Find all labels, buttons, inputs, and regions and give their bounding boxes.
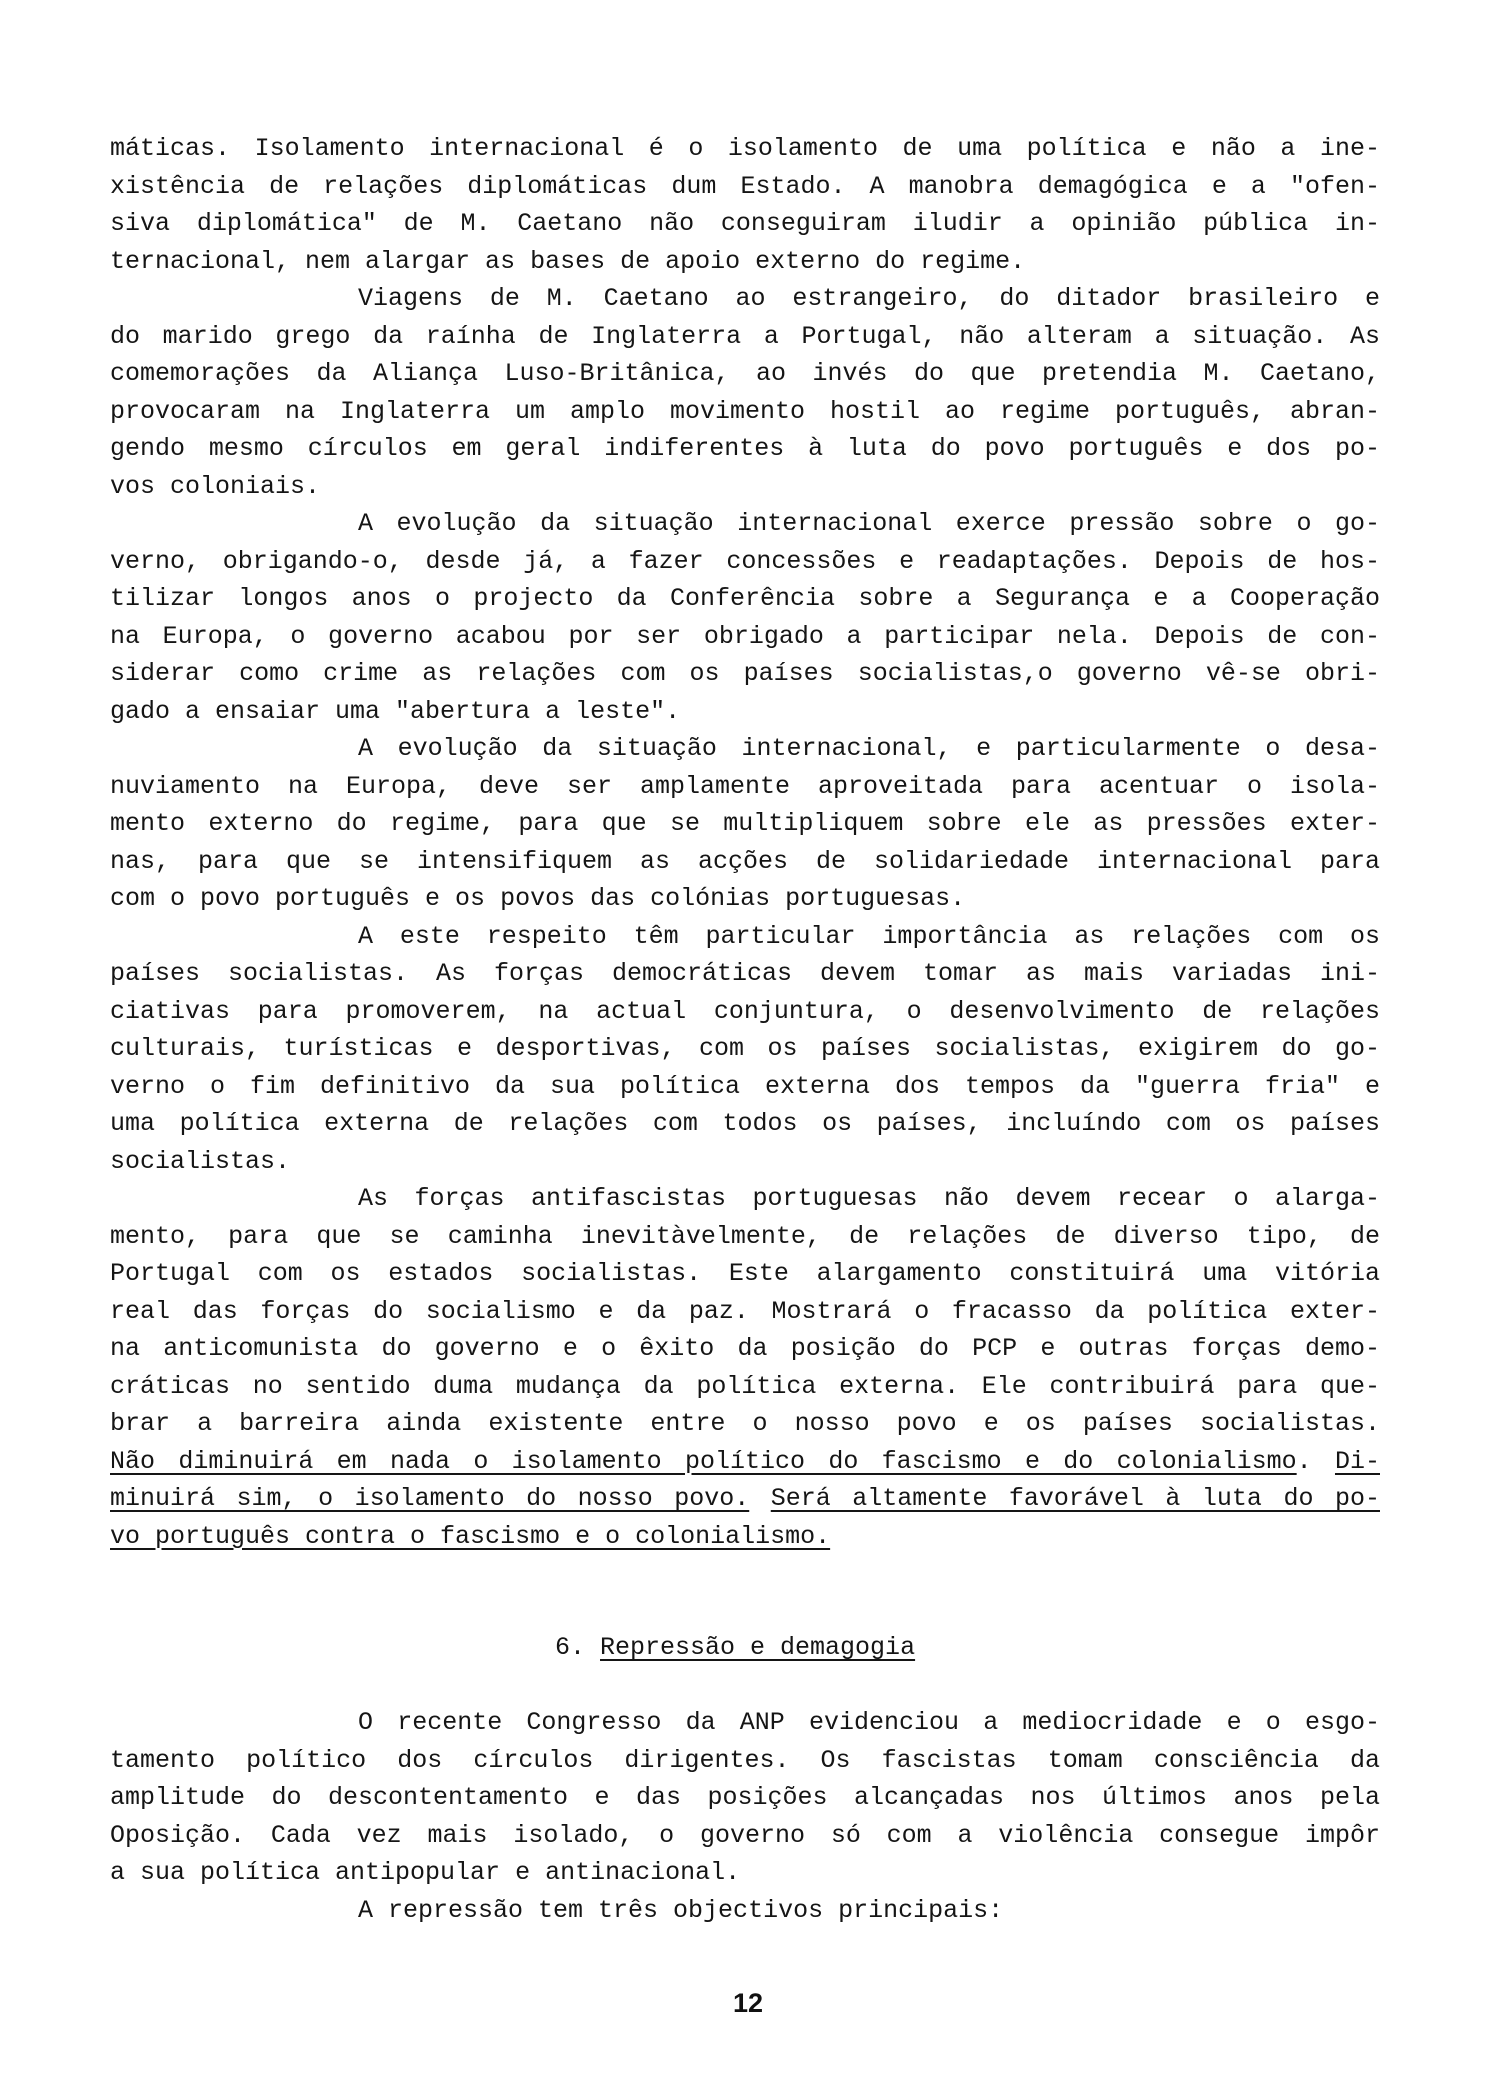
underlined-text: Será altamente favorável à luta do po- (770, 1484, 1380, 1513)
text-line: A este respeito têm particular importância as relações com os (358, 921, 1380, 951)
text-line: tilizar longos anos o projecto da Conferência sobre a Segurança e a Cooperação (110, 584, 1380, 613)
text-line (110, 1443, 1380, 1481)
text-line: verno, obrigando-o, desde já, a fazer concessões e readaptações. Depois de hos- (110, 546, 1380, 576)
text-line: real das forças do socialismo e da paz. Mostrará o fracasso da política exter- (110, 1296, 1380, 1326)
paragraph (110, 130, 1380, 280)
paragraph (110, 730, 1380, 918)
text-section (110, 130, 1380, 1555)
text-line: na Europa, o governo acabou por ser obrigado a participar nela. Depois de con- (110, 621, 1380, 651)
underlined-text: minuirá sim, o isolamento do nosso povo. (110, 1484, 750, 1513)
paragraph (110, 918, 1380, 1181)
section-title: Repressão e demagogia (600, 1633, 916, 1662)
underlined-text: Di- (1334, 1446, 1380, 1476)
text-line: culturais, turísticas e desportivas, com os países socialistas, exigirem do go- (110, 1034, 1380, 1063)
text-line: verno o fim definitivo da sua política externa dos tempos da "guerra fria" e (110, 1071, 1380, 1101)
text-line: A evolução da situação internacional, e particularmente o desa- (358, 734, 1380, 763)
text-line: a sua política antipopular e antinacional. (110, 1858, 741, 1887)
text-line: vos coloniais. (110, 471, 321, 501)
text-segment (749, 1484, 771, 1513)
text-line: ternacional, nem alargar as bases de apoio externo do regime. (110, 246, 1026, 276)
text-line: A repressão tem três objectivos principais: (358, 1895, 1004, 1925)
text-line: amplitude do descontentamento e das posições alcançadas nos últimos anos pela (110, 1783, 1380, 1812)
text-line: máticas. Isolamento internacional é o isolamento de uma política e não a ine- (110, 134, 1380, 163)
text-line: O recente Congresso da ANP evidenciou a mediocridade e o esgo- (358, 1708, 1380, 1737)
text-line: nas, para que se intensifiquem as acções de solidariedade internacional para (110, 846, 1380, 876)
paragraph (110, 280, 1380, 505)
underlined-text: vo português contra o fascismo e o colonialismo. (110, 1521, 831, 1551)
text-line: socialistas. (110, 1146, 291, 1176)
text-line: comemorações da Aliança Luso-Britânica, ao invés do que pretendia M. Caetano, (110, 359, 1380, 388)
text-line: nuviamento na Europa, deve ser amplamente aproveitada para acentuar o isola- (110, 771, 1380, 801)
paragraph (110, 1180, 1380, 1555)
text-line: siva diplomática" de M. Caetano não conseguiram iludir a opinião pública in- (110, 209, 1380, 238)
text-line: mento, para que se caminha inevitàvelmente, de relações de diverso tipo, de (110, 1221, 1380, 1251)
text-line: países socialistas. As forças democráticas devem tomar as mais variadas ini- (110, 959, 1380, 988)
text-line: gendo mesmo círculos em geral indiferentes à luta do povo português e dos po- (110, 434, 1380, 463)
section-number: 6. (555, 1633, 586, 1662)
text-line: gado a ensaiar uma "abertura a leste". (110, 696, 681, 726)
text-line (110, 1480, 1380, 1518)
text-line: tamento político dos círculos dirigentes. Os fascistas tomam consciência da (110, 1745, 1380, 1775)
paragraph (110, 505, 1380, 730)
text-line: Portugal com os estados socialistas. Este alargamento constituirá uma vitória (110, 1259, 1380, 1288)
text-line: As forças antifascistas portuguesas não devem recear o alarga- (358, 1184, 1380, 1213)
text-line (110, 1518, 1380, 1556)
paragraph (110, 1892, 1380, 1930)
text-line: cráticas no sentido duma mudança da política externa. Ele contribuirá para que- (110, 1371, 1380, 1401)
text-line: provocaram na Inglaterra um amplo movimento hostil ao regime português, abran- (110, 396, 1380, 426)
text-line: do marido grego da raínha de Inglaterra a Portugal, não alteram a situação. As (110, 321, 1380, 351)
text-line: com o povo português e os povos das colónias portuguesas. (110, 884, 966, 913)
paragraph (110, 1704, 1380, 1892)
text-line: brar a barreira ainda existente entre o nosso povo e os países socialistas. (110, 1409, 1380, 1438)
text-line: xistência de relações diplomáticas dum Estado. A manobra demagógica e a "ofen- (110, 171, 1380, 201)
section-heading (110, 1629, 1380, 1667)
text-line: A evolução da situação internacional exerce pressão sobre o go- (358, 509, 1380, 538)
page-body (110, 130, 1380, 1929)
text-line: na anticomunista do governo e o êxito da posição do PCP e outras forças demo- (110, 1334, 1380, 1363)
text-line: mento externo do regime, para que se multipliquem sobre ele as pressões exter- (110, 809, 1380, 838)
text-line: Oposição. Cada vez mais isolado, o governo só com a violência consegue impôr (110, 1820, 1380, 1850)
text-segment: . (1296, 1446, 1335, 1476)
text-line: uma política externa de relações com todos os países, incluíndo com os países (110, 1109, 1380, 1138)
text-section (110, 1704, 1380, 1929)
text-line: ciativas para promoverem, na actual conjuntura, o desenvolvimento de relações (110, 996, 1380, 1026)
page-number: 12 (732, 1988, 764, 2018)
underlined-text: Não diminuirá em nada o isolamento político do fascismo e do colonialismo (110, 1446, 1297, 1476)
text-line: Viagens de M. Caetano ao estrangeiro, do ditador brasileiro e (358, 284, 1380, 313)
text-line: siderar como crime as relações com os países socialistas,o governo vê-se obri- (110, 659, 1380, 688)
